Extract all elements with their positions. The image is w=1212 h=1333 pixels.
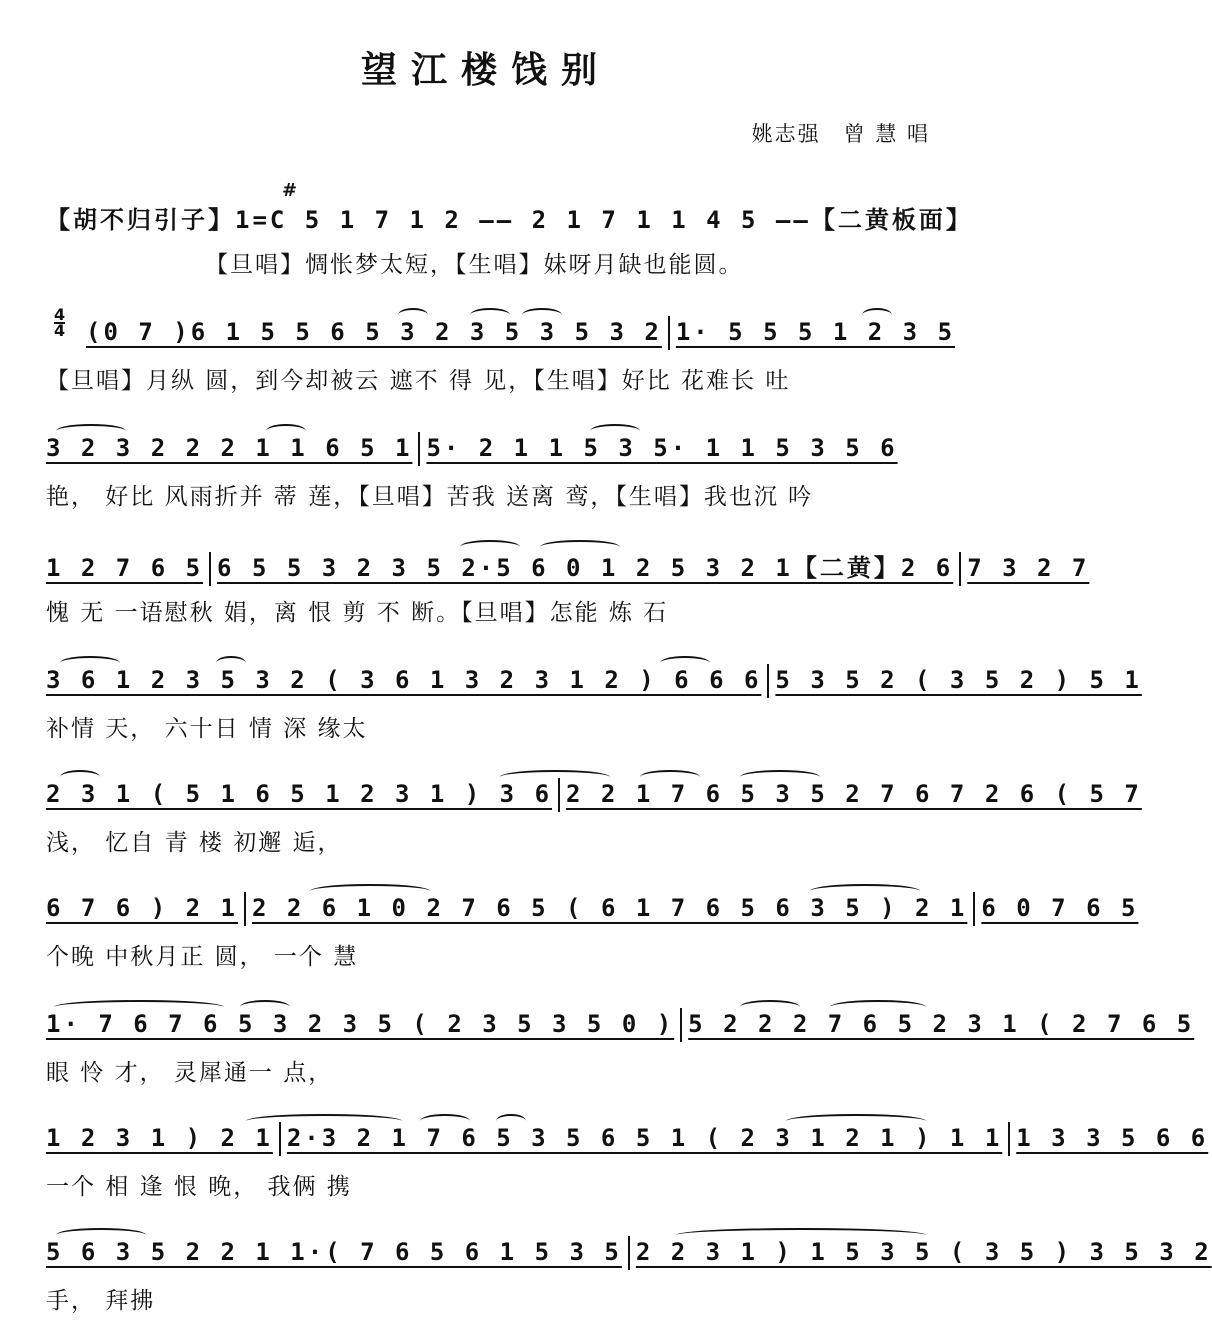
- slur: [216, 656, 246, 670]
- system-1-measure-2: 1· 5 5 5 1 2 3 5: [675, 318, 956, 346]
- slur: [56, 1228, 146, 1242]
- slur: [830, 1000, 926, 1014]
- slur: [246, 1114, 402, 1128]
- system-5-lyric-text: 浅， 忆自 青 楼 初邂 逅，: [46, 830, 343, 856]
- system-8-measure-3: 1 3 3 5 6 6: [1016, 1124, 1209, 1152]
- system-6-notes: [46, 892, 1139, 926]
- system-5-measure-1: 2 3 1 ( 5 1 6 5 1 2 3 1 ) 3 6: [46, 780, 553, 808]
- barline: [418, 432, 420, 466]
- system-9-measure-2: 2 2 3 1 ) 1 5 3 5 ( 3 5 ) 3 5 3 2: [635, 1238, 1212, 1266]
- intro-notation: 【胡不归引子】1=C 5 1 7 1 2 —— 2 1 7 1 1 4 5 ——【二黄板面】: [46, 206, 973, 234]
- system-4-lyric-text: 补情 天， 六十日 情 深 缘太: [46, 716, 368, 742]
- slur: [496, 1114, 526, 1128]
- system-6-measure-2: 2 2 6 1 0 2 7 6 5 ( 6 1 7 6 5 6 3 5 ) 2 1: [251, 894, 968, 922]
- slur: [60, 770, 100, 784]
- barline: [1008, 1122, 1010, 1156]
- system-9-lyric-text: 手， 拜拂: [46, 1288, 156, 1314]
- slur: [56, 424, 126, 438]
- system-4-measure-1: 3 6 1 2 3 5 3 2 ( 3 6 1 3 2 3 1 2 ) 6 6 6: [46, 666, 762, 694]
- system-3-lyric: [46, 594, 930, 627]
- slur: [862, 308, 892, 322]
- barline: [973, 892, 975, 926]
- slur: [470, 308, 510, 322]
- system-4-notes: [46, 664, 1142, 698]
- barline: [244, 892, 246, 926]
- system-1-lyric: [46, 362, 930, 395]
- system-8-lyric-text: 一个 相 逢 恨 晚， 我俩 携: [46, 1174, 352, 1200]
- barline: [628, 1236, 630, 1270]
- slur: [500, 770, 610, 784]
- system-6-measure-3: 6 0 7 6 5: [981, 894, 1139, 922]
- system-9-lyric: [46, 1282, 930, 1315]
- system-5-lyric: [46, 824, 930, 857]
- system-7-measure-2: 5 2 2 2 7 6 5 2 3 1 ( 2 7 6 5: [688, 1010, 1195, 1038]
- slur: [640, 770, 700, 784]
- system-9-measure-1: 5 6 3 5 2 2 1 1·( 7 6 5 6 1 5 3 5: [46, 1238, 622, 1266]
- system-2-notes: [46, 432, 930, 466]
- slur: [240, 1000, 290, 1014]
- system-2-lyric: [46, 478, 930, 511]
- slur: [786, 1114, 926, 1128]
- barline: [668, 316, 670, 350]
- system-3-lyric-text: 愧 无 一语慰秋 娟，离 恨 剪 不 断。【旦唱】怎能 炼 石: [46, 600, 669, 626]
- system-8-measure-2: 2·3 2 1 7 6 5 3 5 6 5 1 ( 2 3 1 2 1 ) 1 1: [286, 1124, 1003, 1152]
- slur: [522, 308, 562, 322]
- singer-credits: 姚志强 曾 慧 唱: [751, 122, 930, 146]
- slur: [398, 308, 428, 322]
- system-7-lyric-text: 眼 怜 才， 灵犀通一 点，: [46, 1060, 334, 1086]
- system-5-measure-2: 2 2 1 7 6 5 3 5 2 7 6 7 2 6 ( 5 7: [566, 780, 1142, 808]
- slur: [740, 1000, 800, 1014]
- slur: [590, 424, 640, 438]
- slur: [676, 1228, 926, 1242]
- slur: [420, 1114, 470, 1128]
- system-2-measure-1: 3 2 3 2 2 2 1 1 6 5 1: [46, 434, 413, 462]
- slur: [460, 540, 520, 554]
- system-6-lyric: [46, 938, 930, 971]
- system-3-measure-3: 7 3 2 7: [967, 554, 1090, 582]
- system-3-measure-2: 6 5 5 3 2 3 5 2·5 6 0 1 2 5 3 2 1【二黄】2 6: [217, 554, 954, 582]
- slur: [266, 424, 306, 438]
- system-8-measure-1: 1 2 3 1 ) 2 1: [46, 1124, 273, 1152]
- system-2-measure-2: 5· 2 1 1 5 3 5· 1 1 5 3 5 6: [426, 434, 898, 462]
- system-2-lyric-text: 艳， 好比 风雨折并 蒂 莲，【旦唱】苦我 送离 鸾，【生唱】我也沉 吟: [46, 484, 814, 510]
- page-title: 望江楼饯别: [360, 49, 611, 91]
- barline: [959, 552, 961, 586]
- slur: [310, 884, 430, 898]
- slur: [54, 1000, 224, 1014]
- slur: [660, 656, 710, 670]
- intro-lyric: [205, 246, 925, 279]
- system-1-lyric-text: 【旦唱】月纵 圆，到今却被云 遮不 得 见，【生唱】好比 花难长 吐: [46, 368, 791, 394]
- slur: [60, 656, 120, 670]
- system-4-lyric: [46, 710, 930, 743]
- system-8-lyric: [46, 1168, 930, 1201]
- slur: [810, 884, 920, 898]
- intro-lyric-text: 【旦唱】惆怅梦太短，【生唱】妹呀月缺也能圆。: [205, 252, 744, 278]
- slur: [540, 540, 620, 554]
- barline: [767, 664, 769, 698]
- sharp-mark: #: [282, 180, 298, 201]
- time-signature: 4 4: [54, 305, 66, 340]
- system-7-measure-1: 1· 7 6 7 6 5 3 2 3 5 ( 2 3 5 3 5 0 ): [46, 1010, 675, 1038]
- slur: [740, 770, 820, 784]
- system-1-measure-1: (0 7 )6 1 5 5 6 5 3 2 3 5 3 5 3 2: [86, 318, 662, 346]
- system-3-measure-1: 1 2 7 6 5: [46, 554, 204, 582]
- system-7-lyric: [46, 1054, 930, 1087]
- system-4-measure-2: 5 3 5 2 ( 3 5 2 ) 5 1: [775, 666, 1142, 694]
- system-6-lyric-text: 个晚 中秋月正 圆， 一个 慧: [46, 944, 359, 970]
- system-6-measure-1: 6 7 6 ) 2 1: [46, 894, 238, 922]
- barline: [209, 552, 211, 586]
- intro-notes: [46, 200, 973, 235]
- barline: [680, 1008, 682, 1042]
